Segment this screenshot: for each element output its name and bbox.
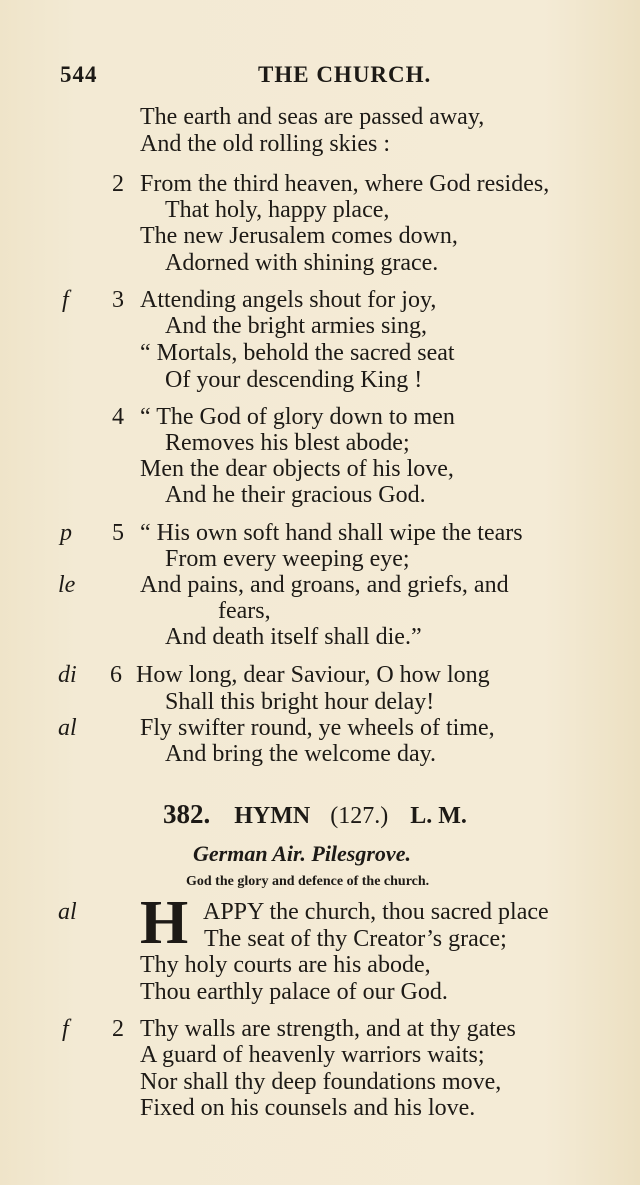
verse-line: Thy holy courts are his abode, — [140, 952, 431, 978]
verse-line: That holy, happy place, — [165, 197, 390, 223]
verse-line: And the bright armies sing, — [165, 313, 427, 339]
stanza-number: 6 — [110, 662, 122, 688]
hymn-label: HYMN — [234, 803, 311, 829]
verse-line: The new Jerusalem comes down, — [140, 223, 458, 249]
verse-line: And the old rolling skies : — [140, 131, 390, 157]
verse-line: The earth and seas are passed away, — [140, 104, 485, 130]
hymn-subtitle: God the glory and defence of the church. — [186, 874, 430, 889]
verse-line: And he their gracious God. — [165, 482, 426, 508]
verse-line: Thy walls are strength, and at thy gates — [140, 1016, 516, 1042]
verse-line: Thou earthly palace of our God. — [140, 979, 448, 1005]
verse-line: Nor shall thy deep foundations move, — [140, 1069, 502, 1095]
verse-line: Shall this bright hour delay! — [165, 689, 435, 715]
stanza-number: 4 — [112, 404, 124, 430]
dynamic-mark: p — [60, 520, 72, 546]
tune-names: German Air. Pilesgrove. — [193, 841, 411, 866]
verse-line: fears, — [218, 598, 271, 624]
verse-line: From every weeping eye; — [165, 546, 410, 572]
verse-line: How long, dear Saviour, O how long — [136, 662, 490, 688]
verse-line: Of your descending King ! — [165, 367, 423, 393]
stanza-number: 3 — [112, 287, 124, 313]
verse-line: Fly swifter round, ye wheels of time, — [140, 715, 495, 741]
verse-line: And death itself shall die.” — [165, 624, 422, 650]
dynamic-mark: f — [62, 1016, 69, 1042]
stanza-number: 2 — [112, 1016, 124, 1042]
verse-line: Men the dear objects of his love, — [140, 456, 454, 482]
verse-line: The seat of thy Creator’s grace; — [204, 926, 507, 952]
dynamic-mark: le — [58, 572, 76, 598]
verse-line: Attending angels shout for joy, — [140, 287, 437, 313]
stanza-number: 2 — [112, 171, 124, 197]
verse-line-smallcaps: APPY — [203, 899, 264, 925]
hymn-heading — [163, 799, 467, 830]
verse-line — [203, 899, 549, 926]
dynamic-mark: al — [58, 715, 77, 741]
verse-line: And bring the welcome day. — [165, 741, 437, 767]
verse-line: “ The God of glory down to men — [140, 404, 455, 430]
dynamic-mark: f — [62, 287, 69, 313]
hymn-number: 382. — [163, 799, 211, 829]
stanza-number: 5 — [112, 520, 124, 546]
verse-line: From the third heaven, where God resides, — [140, 171, 550, 197]
verse-line: Removes his blest abode; — [165, 430, 410, 456]
verse-line-rest: the church, thou sacred place — [263, 899, 549, 925]
verse-line: Fixed on his counsels and his love. — [140, 1095, 476, 1121]
verse-line: And pains, and groans, and griefs, and — [140, 572, 509, 598]
hymn-meter: L. M. — [410, 803, 467, 829]
dynamic-mark: di — [58, 662, 77, 688]
verse-line: “ Mortals, behold the sacred seat — [140, 340, 455, 366]
running-title: THE CHURCH. — [258, 62, 432, 87]
hymn-ref: (127.) — [330, 803, 389, 829]
verse-line: A guard of heavenly warriors waits; — [140, 1042, 485, 1068]
verse-line: “ His own soft hand shall wipe the tears — [140, 520, 523, 546]
verse-line: Adorned with shining grace. — [165, 250, 439, 276]
dynamic-mark: al — [58, 899, 77, 925]
drop-cap: H — [140, 889, 189, 957]
page-number: 544 — [60, 62, 98, 87]
